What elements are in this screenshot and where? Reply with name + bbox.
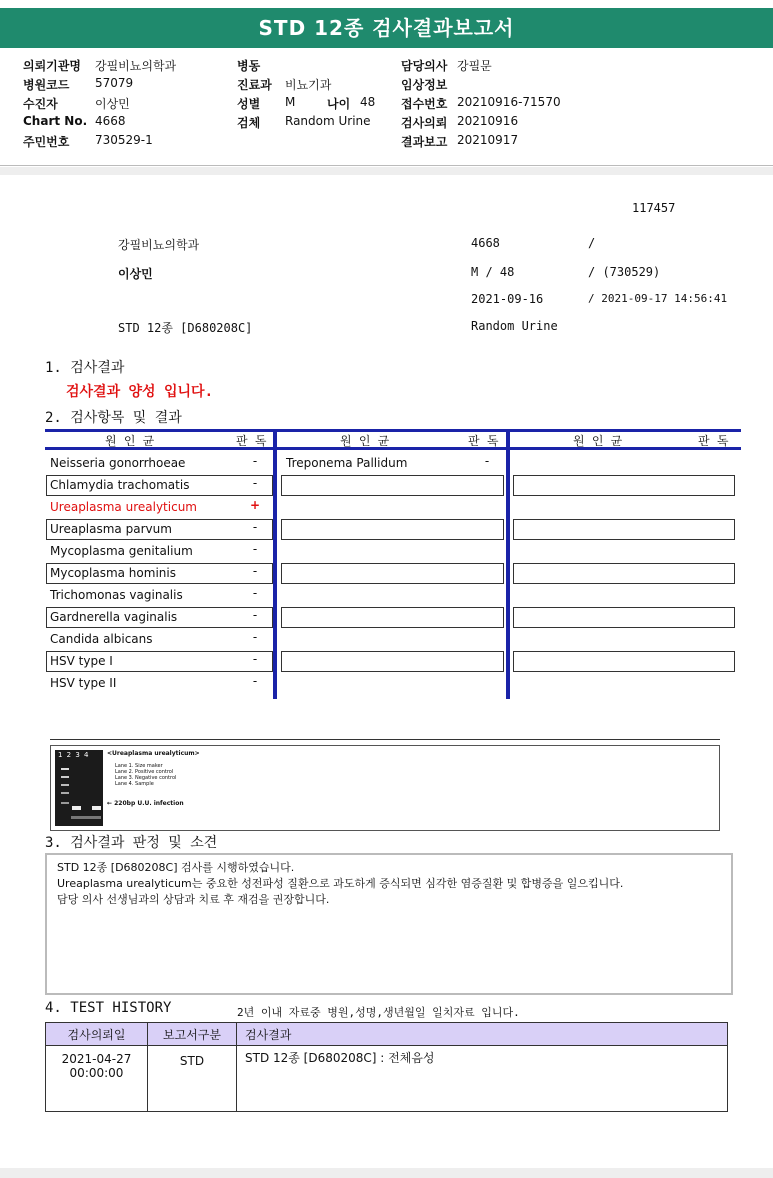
history-time: 00:00:00 [69,1066,124,1080]
col3-result-header: 판 독 [698,434,729,448]
history-note: 2년 이내 자료중 병원,성명,생년월일 일치자료 입니다. [237,1006,520,1019]
pathogen-name: Mycoplasma genitalium [50,544,193,558]
age-label: 나이 [327,97,351,111]
footer-band [0,1168,773,1178]
pathogen-name: Ureaplasma urealyticum [50,500,197,514]
gel-band [71,816,101,819]
col2-pathogen-header: 원 인 균 [340,434,390,448]
gel-band [61,792,69,794]
gel-legend [115,763,176,787]
result-summary: 검사결과 양성 입니다. [66,384,214,400]
header-value: 비뇨기과 [285,78,332,92]
pathogen-result: - [252,586,258,600]
pathogen-result: - [252,564,258,578]
history-result: STD 12종 [D680208C] : 전체음성 [237,1046,728,1112]
history-row [46,1046,728,1112]
result-cell-box [281,607,504,628]
gel-band [61,784,69,786]
header-label: 접수번호 [401,97,448,111]
header-label: Chart No. [23,114,88,128]
gel-figure [50,745,720,831]
header-value: 57079 [95,76,134,90]
gel-lane-numbers: 1 2 3 4 [58,751,90,759]
history-header-date: 검사의뢰일 [46,1023,148,1046]
gel-legend-item: Lane 2. Positive control [115,769,174,775]
pathogen-result: - [484,454,490,468]
header-label: 성별 [237,97,261,111]
result-cell-box [281,563,504,584]
report-id: 117457 [632,201,676,215]
result-cell-box [281,475,504,496]
pathogen-name: Gardnerella vaginalis [50,610,178,624]
header-value: 4668 [95,114,126,128]
pathogen-name: Mycoplasma hominis [50,566,176,580]
report-patient: 이상민 [118,267,153,281]
pathogen-name: Neisseria gonorrhoeae [50,456,186,470]
header-divider [0,165,773,166]
header-value: 강필문 [457,59,492,73]
pathogen-result: - [252,542,258,556]
header-label: 병원코드 [23,78,70,92]
col3-pathogen-header: 원 인 균 [573,434,623,448]
report-clinic: 강필비뇨의학과 [118,238,200,252]
header-value: 20210916 [457,114,519,128]
opinion-line: STD 12종 [D680208C] 검사를 시행하였습니다. [57,861,295,874]
gel-band-label: ← 220bp U.U. infection [107,800,184,807]
section2-title: 2. 검사항목 및 결과 [45,410,182,426]
table-col-divider-2 [506,429,510,699]
gel-legend-item: Lane 1. Size maker [115,763,163,769]
pathogen-result: - [252,630,258,644]
col2-result-header: 판 독 [468,434,499,448]
header-band [0,167,773,175]
pathogen-name: Trichomonas vaginalis [50,588,183,602]
header-value: Random Urine [285,114,371,128]
header-value: 이상민 [95,97,130,111]
section4-title: 4. TEST HISTORY [45,1000,172,1016]
pathogen-name: HSV type II [50,676,117,690]
report-date-received: 2021-09-16 [471,292,544,306]
gel-band [92,806,101,810]
header-label: 담당의사 [401,59,448,73]
header-value: 20210917 [457,133,519,147]
header-value: 730529-1 [95,133,153,147]
report-sex-age: M / 48 [471,265,515,279]
pathogen-result: + [249,498,261,512]
pathogen-result: - [252,520,258,534]
history-header-type: 보고서구분 [148,1023,237,1046]
history-type: STD [148,1046,237,1112]
pathogen-name: Treponema Pallidum [286,456,408,470]
report-birth: / (730529) [588,265,661,279]
result-cell-box [513,651,735,672]
gel-band [61,776,69,778]
history-header-result: 검사결과 [237,1023,728,1046]
header-label: 의뢰기관명 [23,59,81,73]
header-value: M [285,95,296,109]
gel-legend-item: Lane 4. Sample [115,781,154,787]
header-label: 검사의뢰 [401,116,448,130]
header-value: 강필비뇨의학과 [95,59,177,73]
gel-band [61,802,69,804]
result-cell-box [281,651,504,672]
report-chart: 4668 [471,236,500,250]
col1-result-header: 판 독 [236,434,267,448]
col1-pathogen-header: 원 인 균 [105,434,155,448]
header-label: 수진자 [23,97,58,111]
pathogen-result: - [252,652,258,666]
header-label: 주민번호 [23,135,70,149]
gel-top-rule [50,739,720,740]
report-slash: / [588,236,596,250]
pathogen-result: - [252,608,258,622]
header-value: 20210916-71570 [457,95,561,109]
result-cell-box [513,607,735,628]
pathogen-name: Chlamydia trachomatis [50,478,190,492]
gel-band [61,768,69,770]
history-date-cell [46,1046,148,1112]
gel-heading: <Ureaplasma urealyticum> [107,750,200,757]
age-value: 48 [360,95,376,109]
header-label: 진료과 [237,78,272,92]
report-date-reported: / 2021-09-17 14:56:41 [588,292,728,305]
result-cell-box [281,519,504,540]
pathogen-name: Candida albicans [50,632,153,646]
table-col-divider-1 [273,429,277,699]
pathogen-name: Ureaplasma parvum [50,522,172,536]
result-cell-box [513,563,735,584]
opinion-line: 담당 의사 선생님과의 상담과 치료 후 재검을 권장합니다. [57,893,330,906]
pathogen-result: - [252,674,258,688]
header-label: 임상정보 [401,78,448,92]
pathogen-result: - [252,454,258,468]
pathogen-result: - [252,476,258,490]
opinion-box [45,853,733,995]
result-cell-box [513,475,735,496]
section1-title: 1. 검사결과 [45,360,125,376]
header-label: 병동 [237,59,261,73]
history-date: 2021-04-27 [61,1052,132,1066]
report-specimen: Random Urine [471,319,558,333]
opinion-line: Ureaplasma urealyticum는 중요한 성전파성 질환으로 과도하게 증식되면 심각한 염증질환 및 합병증을 일으킵니다. [57,877,624,890]
history-table [45,1022,728,1112]
pathogen-name: HSV type I [50,654,113,668]
report-test-name: STD 12종 [D680208C] [118,321,253,335]
header-label: 검체 [237,116,261,130]
section3-title: 3. 검사결과 판정 및 소견 [45,835,218,851]
report-title: STD 12종 검사결과보고서 [0,8,773,48]
gel-legend-item: Lane 3. Negative control [115,775,177,781]
gel-image [55,750,103,826]
result-cell-box [513,519,735,540]
gel-band [72,806,81,810]
header-label: 결과보고 [401,135,448,149]
